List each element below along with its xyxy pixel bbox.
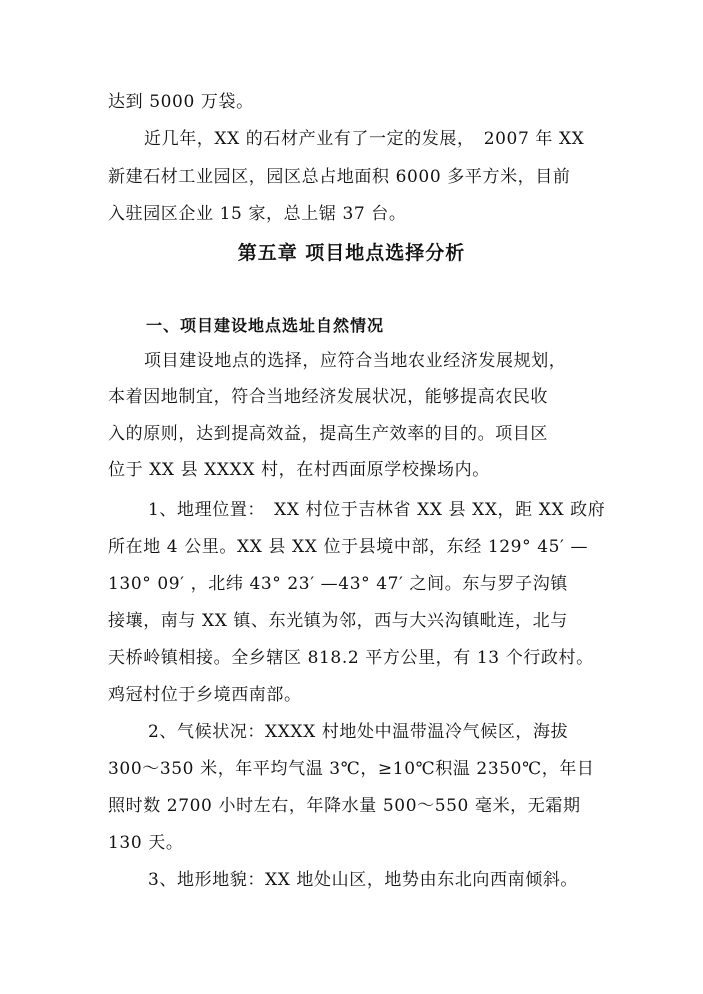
- text-line: 达到 5000 万袋。: [108, 92, 254, 112]
- text-line: 130° 09′ ，北纬 43° 23′ —43° 47′ 之间。东与罗子沟镇: [108, 574, 568, 594]
- text-line: 入的原则，达到提高效益，提高生产效率的目的。项目区: [108, 424, 548, 444]
- text-line: 所在地 4 公里。XX 县 XX 位于县境中部，东经 129° 45′ —: [108, 537, 589, 557]
- text-line: 鸡冠村位于乡境西南部。: [108, 685, 302, 705]
- text-line: 近几年，XX 的石材产业有了一定的发展， 2007 年 XX: [144, 129, 585, 149]
- text-line: 照时数 2700 小时左右，年降水量 500～550 毫米，无霜期: [108, 796, 581, 816]
- text-line: 1、地理位置： XX 村位于吉林省 XX 县 XX，距 XX 政府: [148, 500, 606, 520]
- text-line: 本着因地制宜，符合当地经济发展状况，能够提高农民收: [108, 387, 548, 407]
- text-line: 位于 XX 县 XXXX 村，在村西面原学校操场内。: [108, 460, 490, 480]
- text-line: 2、气候状况：XXXX 村地处中温带温冷气候区，海拔: [148, 722, 569, 742]
- text-line: 接壤，南与 XX 镇、东光镇为邻，西与大兴沟镇毗连，北与: [108, 611, 568, 631]
- text-line: 300～350 米，年平均气温 3℃，≥10℃积温 2350℃，年日: [108, 759, 595, 779]
- text-line: 3、地形地貌：XX 地处山区，地势由东北向西南倾斜。: [148, 870, 579, 890]
- text-line: 天桥岭镇相接。全乡辖区 818.2 平方公里，有 13 个行政村。: [108, 648, 594, 668]
- text-line: 新建石材工业园区，园区总占地面积 6000 多平方米，目前: [108, 167, 571, 187]
- text-line: 入驻园区企业 15 家，总上锯 37 台。: [108, 204, 407, 224]
- chapter-title: 第五章 项目地点选择分析: [237, 242, 466, 264]
- section-title: 一、项目建设地点选址自然情况: [146, 316, 385, 335]
- text-line: 130 天。: [108, 833, 184, 853]
- text-line: 项目建设地点的选择，应符合当地农业经济发展规划，: [144, 351, 567, 371]
